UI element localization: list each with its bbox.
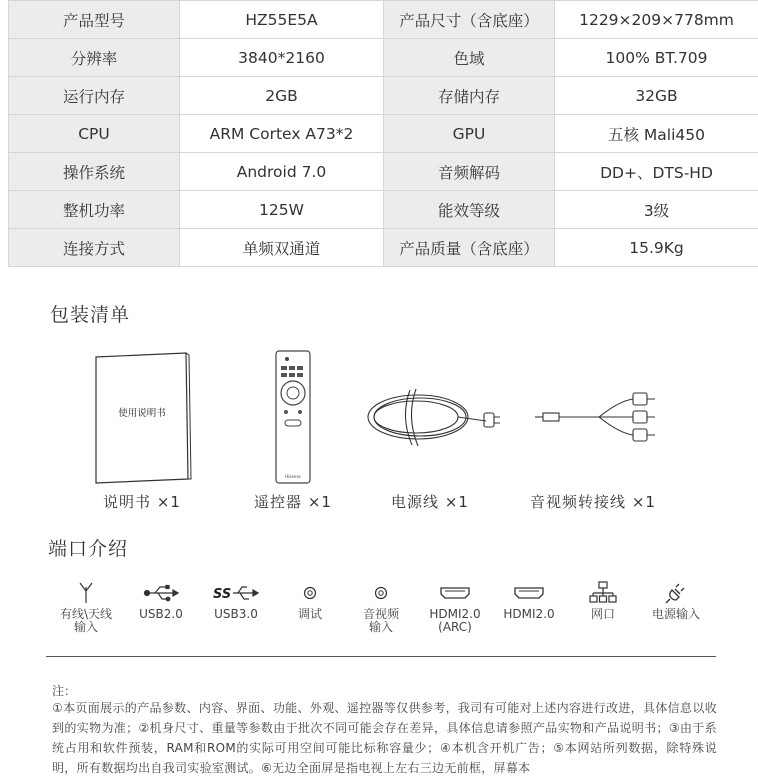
spec-value: 1229×209×778mm xyxy=(555,1,758,39)
hdmi-icon xyxy=(513,585,545,601)
spec-key: 操作系统 xyxy=(9,153,180,191)
port-power xyxy=(640,580,712,621)
antenna-icon xyxy=(76,581,96,605)
spec-row xyxy=(9,191,758,229)
spec-row xyxy=(9,39,758,77)
usb3-logo-text: SS xyxy=(213,587,232,602)
spec-row xyxy=(9,77,758,115)
port-hdmi-arc xyxy=(419,580,491,634)
spec-key: 运行内存 xyxy=(9,77,180,115)
spec-value: 单频双通道 xyxy=(180,229,384,267)
usb-icon xyxy=(143,583,179,603)
spec-key: 存储内存 xyxy=(384,77,555,115)
divider xyxy=(46,656,716,657)
port-label: 网口 xyxy=(590,607,615,621)
remote-brand-text: Hisense xyxy=(285,474,301,479)
spec-row xyxy=(9,229,758,267)
spec-table xyxy=(8,0,758,267)
port-network xyxy=(567,580,639,621)
spec-key: 分辨率 xyxy=(9,39,180,77)
usb3-icon xyxy=(213,583,259,603)
spec-value: ARM Cortex A73*2 xyxy=(180,115,384,153)
port-label: 电源输入 xyxy=(651,607,700,621)
spec-row xyxy=(9,1,758,39)
port-label: 有线\天线 输入 xyxy=(59,607,113,634)
av-port-icon xyxy=(373,585,389,601)
spec-key: 产品尺寸（含底座） xyxy=(384,1,555,39)
package-caption-remote: 遥控器 ×1 xyxy=(254,493,332,511)
spec-value: 五核 Mali450 xyxy=(555,115,758,153)
spec-key: 色域 xyxy=(384,39,555,77)
spec-row xyxy=(9,153,758,191)
port-label: 调试 xyxy=(297,607,322,621)
port-label: 音视频 输入 xyxy=(362,607,399,634)
spec-value: HZ55E5A xyxy=(180,1,384,39)
hdmi-icon xyxy=(439,585,471,601)
spec-key: 整机功率 xyxy=(9,191,180,229)
spec-key: CPU xyxy=(9,115,180,153)
package-title: 包装清单 xyxy=(50,304,131,326)
spec-value: Android 7.0 xyxy=(180,153,384,191)
spec-value: 15.9Kg xyxy=(555,229,758,267)
spec-key: 音频解码 xyxy=(384,153,555,191)
spec-value: 2GB xyxy=(180,77,384,115)
port-hdmi xyxy=(493,580,565,621)
spec-value: 32GB xyxy=(555,77,758,115)
port-usb3 xyxy=(200,580,272,621)
spec-value: 125W xyxy=(180,191,384,229)
spec-key: 产品质量（含底座） xyxy=(384,229,555,267)
port-usb2 xyxy=(125,580,197,621)
port-antenna xyxy=(50,580,122,634)
package-item-power-cable xyxy=(340,345,520,512)
port-debug xyxy=(274,580,346,621)
power-cable-image xyxy=(340,345,520,485)
manual-cover-text: 使用说明书 xyxy=(118,408,166,419)
av-cable-image xyxy=(503,345,683,485)
package-caption-power-cable: 电源线 ×1 xyxy=(391,493,469,511)
spec-value: 100% BT.709 xyxy=(555,39,758,77)
spec-key: 能效等级 xyxy=(384,191,555,229)
spec-key: GPU xyxy=(384,115,555,153)
debug-port-icon xyxy=(302,585,318,601)
port-av-in xyxy=(345,580,417,634)
port-label: USB2.0 xyxy=(139,607,183,621)
package-item-av-cable xyxy=(503,345,683,512)
port-label: HDMI2.0 xyxy=(503,607,555,621)
ports-title: 端口介绍 xyxy=(48,538,129,560)
package-caption-av-cable: 音视频转接线 ×1 xyxy=(530,493,656,511)
port-label: HDMI2.0 (ARC) xyxy=(429,607,481,634)
package-caption-manual: 说明书 ×1 xyxy=(103,493,181,511)
spec-key: 连接方式 xyxy=(9,229,180,267)
spec-value: 3840*2160 xyxy=(180,39,384,77)
spec-value: DD+、DTS-HD xyxy=(555,153,758,191)
port-label: USB3.0 xyxy=(214,607,258,621)
spec-key: 产品型号 xyxy=(9,1,180,39)
power-plug-icon xyxy=(664,581,688,605)
network-icon xyxy=(589,581,617,605)
spec-value: 3级 xyxy=(555,191,758,229)
notes-text: ①本页面展示的产品参数、内容、界面、功能、外观、遥控器等仅供参考，我司有可能对上述内容进行改进，具体信息以收到的实物为准；②机身尺寸、重量等参数由于批次不同可能会存在差异，具体信息请参照产品实物和产品说明书；③由于系统占用和软件预装，RAM和ROM的实际可用空间可能比标称容量少；④本机含开机广告；⑤本网站所列数据，除特殊说明，所有数据均出自我司实验室测试。⑥无边全面屏是指电视上左右三边无前框，屏幕本 xyxy=(52,701,717,775)
notes-title: 注： xyxy=(52,684,77,698)
ports-row xyxy=(50,580,730,640)
spec-row xyxy=(9,115,758,153)
